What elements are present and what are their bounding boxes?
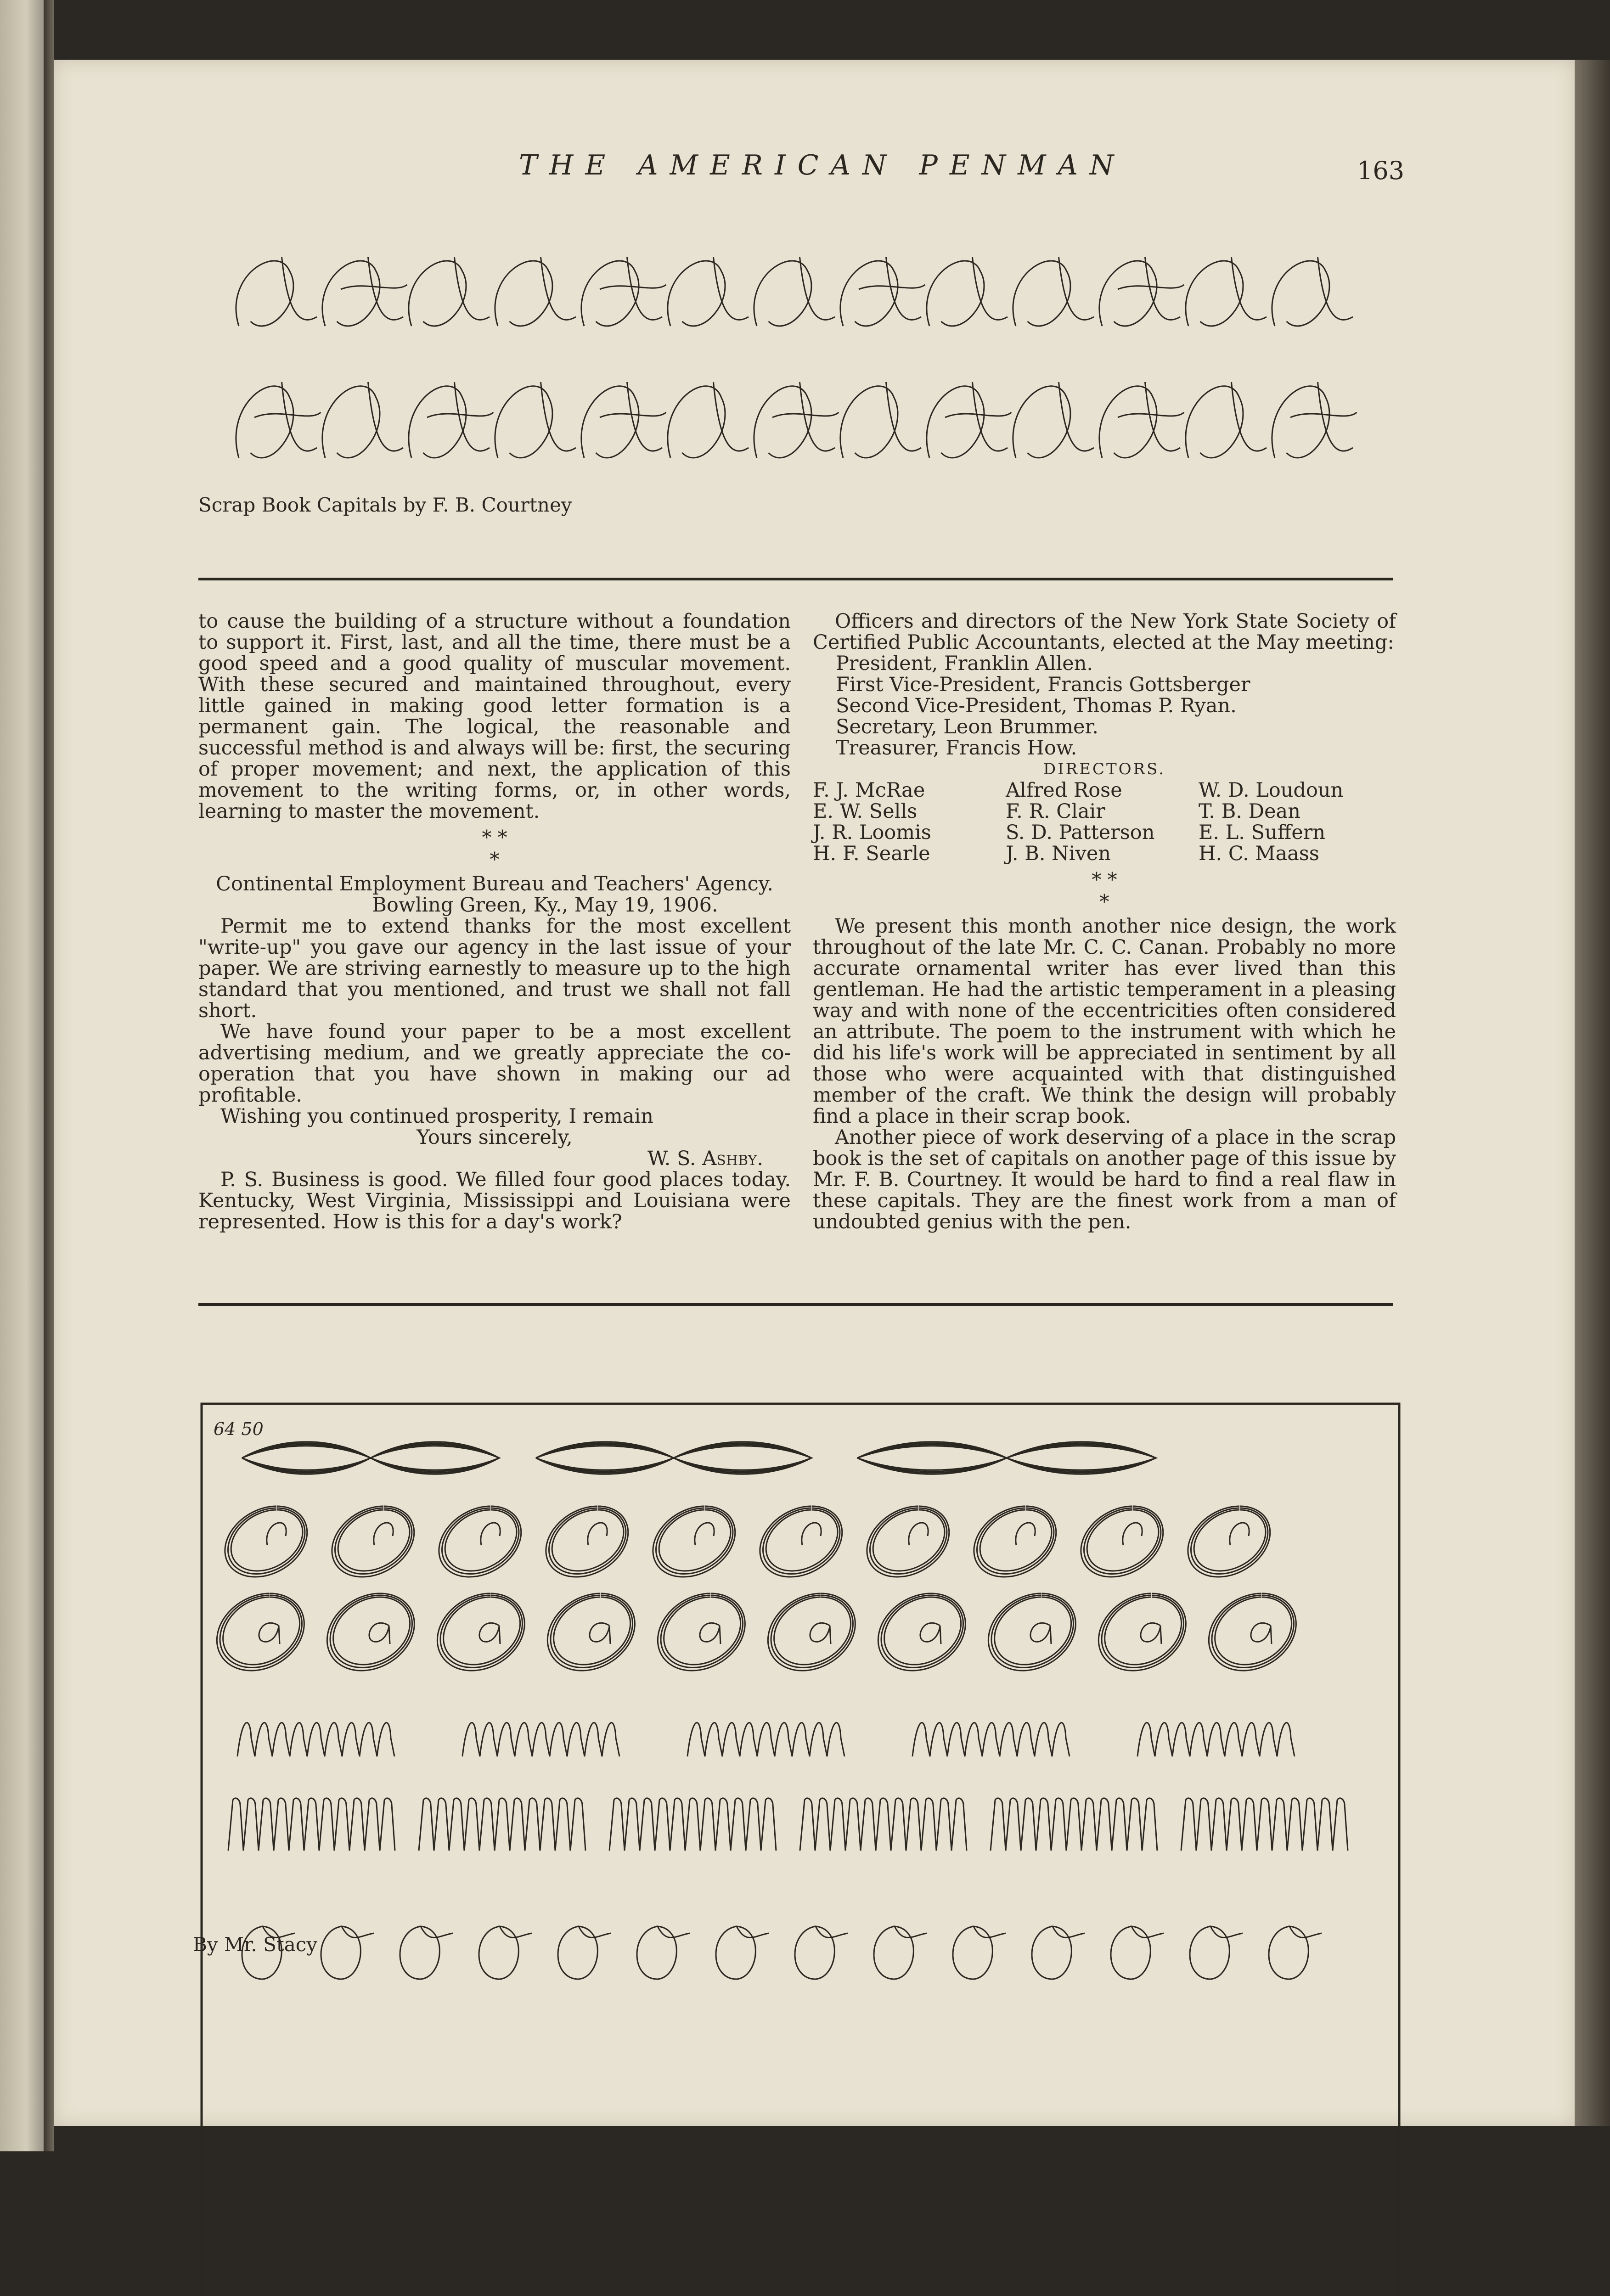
director-name: H. C. Maass bbox=[1199, 842, 1319, 865]
drill-corner-mark: 64 50 bbox=[214, 1419, 264, 1439]
script-capital-letter bbox=[754, 257, 835, 326]
letter-a-stroke bbox=[1141, 1623, 1161, 1644]
officer-entry: President, Franklin Allen. bbox=[836, 652, 1093, 675]
letter-n-drill bbox=[419, 1798, 585, 1851]
script-capital-letter bbox=[840, 257, 925, 326]
script-capital-letter bbox=[581, 257, 666, 326]
officer-entry: First Vice-President, Francis Gottsberger bbox=[836, 673, 1250, 696]
script-capital-letter bbox=[1186, 257, 1267, 326]
director-name: Alfred Rose bbox=[1006, 779, 1122, 802]
letter-a-stroke bbox=[479, 1623, 500, 1644]
canan-paragraph: We present this month another nice design, the work throughout of the late Mr. C. C. Canan. Probably no more accurate ornamental writer has ever lived than this gentleman. He had the artistic temperament in a pleasing way and with none of the eccentricities often considered an attribute. The poem to the instrument with which he did his life's work will be appreciated in sentiment by all those who were acquainted with that distinguished member of the craft. We think the design will probably find a place in their scrap book. bbox=[813, 915, 1396, 1128]
letter-m-drill bbox=[912, 1722, 1070, 1756]
script-capital-letter bbox=[927, 257, 1008, 326]
penmanship-drill-illustration bbox=[201, 1403, 1400, 2296]
script-capital-letter bbox=[236, 382, 321, 458]
script-capital-letter bbox=[1099, 257, 1184, 326]
drill-caption: By Mr. Stacy bbox=[193, 1933, 318, 1956]
bottom-divider bbox=[198, 1303, 1393, 1306]
letter-o-drill bbox=[1111, 1926, 1164, 1979]
oval-inner-stroke bbox=[374, 1523, 393, 1545]
oval-drill bbox=[867, 1506, 949, 1577]
letter-n-drill bbox=[228, 1798, 395, 1851]
script-capitals-illustration bbox=[230, 239, 1378, 496]
asterism: * * * bbox=[1092, 868, 1117, 913]
letter-o-drill bbox=[795, 1926, 848, 1979]
letter-a-stroke bbox=[810, 1623, 831, 1644]
script-capital-letter bbox=[668, 257, 749, 326]
director-name: W. D. Loudoun bbox=[1199, 779, 1344, 802]
script-capital-letter bbox=[1099, 382, 1184, 458]
paragraph-foundation: to cause the building of a structure without a foundation to support it. First, last, and all the time, there must be a good speed and a good quality of muscular movement. With these secured and maintained throughout, every little gained in making good letter formation is a permanent gain. The logical, the reasonable and successful method is and always will be: first, the securing of proper movement; and next, the application of this movement to the writing forms, or, in other words, learning to master the movement. bbox=[198, 610, 791, 823]
script-capital-letter bbox=[840, 382, 921, 458]
officer-entry: Treasurer, Francis How. bbox=[836, 737, 1077, 760]
top-divider bbox=[198, 578, 1393, 580]
script-capital-letter bbox=[927, 382, 1012, 458]
oval-drill bbox=[546, 1506, 628, 1577]
letter-closing: Yours sincerely, bbox=[417, 1126, 573, 1149]
running-head: THE AMERICAN PENMAN bbox=[519, 149, 1126, 181]
oval-drill bbox=[1081, 1506, 1163, 1577]
letter-a-stroke bbox=[369, 1623, 390, 1644]
officer-entry: Secretary, Leon Brummer. bbox=[836, 715, 1098, 738]
oval-a-drill bbox=[220, 1595, 302, 1668]
left-column bbox=[198, 611, 791, 1232]
director-name: F. R. Clair bbox=[1006, 800, 1105, 823]
oval-a-drill bbox=[991, 1595, 1073, 1668]
director-name: S. D. Patterson bbox=[1006, 821, 1155, 844]
script-capital-letter bbox=[409, 382, 494, 458]
script-capital-letter bbox=[1013, 257, 1094, 326]
director-name: J. R. Loomis bbox=[813, 821, 931, 844]
oval-inner-stroke bbox=[1016, 1523, 1035, 1545]
page-number: 163 bbox=[1357, 156, 1405, 185]
director-name: E. L. Suffern bbox=[1199, 821, 1326, 844]
letter-m-drill bbox=[462, 1722, 619, 1756]
director-name: F. J. McRae bbox=[813, 779, 925, 802]
oval-drill bbox=[760, 1506, 842, 1577]
asterism: * * * bbox=[482, 826, 507, 871]
letter-paragraph-2: We have found your paper to be a most excellent advertising medium, and we greatly appreciate the co-operation that you have shown in making our ad profitable. bbox=[198, 1020, 791, 1107]
script-capital-letter bbox=[581, 382, 666, 458]
letter-a-stroke bbox=[700, 1623, 721, 1644]
letter-a-stroke bbox=[1251, 1623, 1272, 1644]
script-capital-letter bbox=[322, 382, 403, 458]
oval-inner-stroke bbox=[1230, 1523, 1249, 1545]
letter-n-drill bbox=[1181, 1798, 1348, 1851]
oval-drill bbox=[653, 1506, 735, 1577]
oval-a-drill bbox=[1102, 1595, 1183, 1668]
letter-m-drill bbox=[237, 1722, 394, 1756]
script-capital-letter bbox=[1186, 382, 1267, 458]
letter-paragraph-1: Permit me to extend thanks for the most excellent "write-up" you gave our agency in the last issue of your paper. We are striving earnestly to measure up to the high standard that you mentioned, and trust we shall not fall short. bbox=[198, 915, 791, 1022]
directors-heading: DIRECTORS. bbox=[1043, 760, 1166, 778]
officers-list bbox=[813, 653, 1396, 759]
oval-drill bbox=[225, 1506, 307, 1577]
oval-drill bbox=[332, 1506, 414, 1577]
page-edge-shadow bbox=[1575, 60, 1610, 2126]
script-capital-letter bbox=[495, 257, 576, 326]
script-capital-letter bbox=[754, 382, 839, 458]
letter-o-drill bbox=[637, 1926, 690, 1979]
officer-entry: Second Vice-President, Thomas P. Ryan. bbox=[836, 694, 1237, 717]
letter-o-drill bbox=[321, 1926, 374, 1979]
oval-a-drill bbox=[1212, 1595, 1294, 1668]
oval-inner-stroke bbox=[802, 1523, 821, 1545]
script-capital-letter bbox=[409, 257, 490, 326]
oval-inner-stroke bbox=[267, 1523, 286, 1545]
letter-m-drill bbox=[687, 1722, 844, 1756]
director-name: H. F. Searle bbox=[813, 842, 930, 865]
right-column bbox=[813, 611, 1396, 1232]
letter-m-drill bbox=[1137, 1722, 1295, 1756]
directors-grid bbox=[813, 780, 1396, 864]
script-capital-letter bbox=[236, 257, 317, 326]
letter-o-drill bbox=[953, 1926, 1006, 1979]
book-gutter bbox=[44, 0, 54, 2151]
letter-o-drill bbox=[479, 1926, 532, 1979]
officers-intro: Officers and directors of the New York State Society of Certified Public Accountants, elected at the May meeting: bbox=[813, 610, 1396, 654]
capitals-caption: Scrap Book Capitals by F. B. Courtney bbox=[198, 494, 572, 516]
oval-inner-stroke bbox=[481, 1523, 500, 1545]
oval-inner-stroke bbox=[909, 1523, 928, 1545]
letter-o-drill bbox=[1190, 1926, 1243, 1979]
letter-o-drill bbox=[1032, 1926, 1085, 1979]
oval-a-drill bbox=[661, 1595, 743, 1668]
letter-o-drill bbox=[1269, 1926, 1322, 1979]
letter-dateline: Bowling Green, Ky., May 19, 1906. bbox=[372, 894, 718, 917]
letter-a-stroke bbox=[1030, 1623, 1051, 1644]
oval-inner-stroke bbox=[1123, 1523, 1142, 1545]
director-name: E. W. Sells bbox=[813, 800, 918, 823]
letter-heading: Continental Employment Bureau and Teachers' Agency. bbox=[216, 872, 773, 895]
oval-drill bbox=[439, 1506, 521, 1577]
letter-n-drill bbox=[991, 1798, 1157, 1851]
director-name: T. B. Dean bbox=[1199, 800, 1300, 823]
letter-n-drill bbox=[609, 1798, 776, 1851]
letter-o-drill bbox=[716, 1926, 769, 1979]
script-capital-letter bbox=[495, 382, 576, 458]
letter-a-stroke bbox=[920, 1623, 941, 1644]
letter-o-drill bbox=[874, 1926, 927, 1979]
oval-a-drill bbox=[551, 1595, 632, 1668]
letter-n-drill bbox=[800, 1798, 967, 1851]
letter-o-drill bbox=[400, 1926, 453, 1979]
oval-drill bbox=[974, 1506, 1056, 1577]
oval-inner-stroke bbox=[588, 1523, 607, 1545]
oval-a-drill bbox=[881, 1595, 963, 1668]
script-capital-letter bbox=[1272, 382, 1357, 458]
letter-postscript: P. S. Business is good. We filled four good places today. Kentucky, West Virginia, Mississippi and Louisiana were represented. How is this for a day's work? bbox=[198, 1168, 791, 1233]
letter-o-drill bbox=[558, 1926, 611, 1979]
script-capital-letter bbox=[668, 382, 749, 458]
script-capital-letter bbox=[1013, 382, 1094, 458]
oval-a-drill bbox=[771, 1595, 853, 1668]
previous-page-edge bbox=[0, 0, 44, 2151]
oval-inner-stroke bbox=[695, 1523, 714, 1545]
courtney-paragraph: Another piece of work deserving of a place in the scrap book is the set of capitals on another page of this issue by Mr. F. B. Courtney. It would be hard to find a real flaw in these capitals. They are the finest work from a man of undoubted genius with the pen. bbox=[813, 1126, 1396, 1233]
script-capital-letter bbox=[322, 257, 407, 326]
oval-a-drill bbox=[330, 1595, 412, 1668]
director-name: J. B. Niven bbox=[1006, 842, 1111, 865]
oval-drill bbox=[1188, 1506, 1270, 1577]
letter-paragraph-3: Wishing you continued prosperity, I remain bbox=[220, 1105, 653, 1128]
oval-a-drill bbox=[440, 1595, 522, 1668]
script-capital-letter bbox=[1272, 257, 1353, 326]
letter-signature: W. S. Ashby. bbox=[647, 1147, 763, 1170]
letter-a-stroke bbox=[259, 1623, 280, 1644]
letter-a-stroke bbox=[590, 1623, 610, 1644]
